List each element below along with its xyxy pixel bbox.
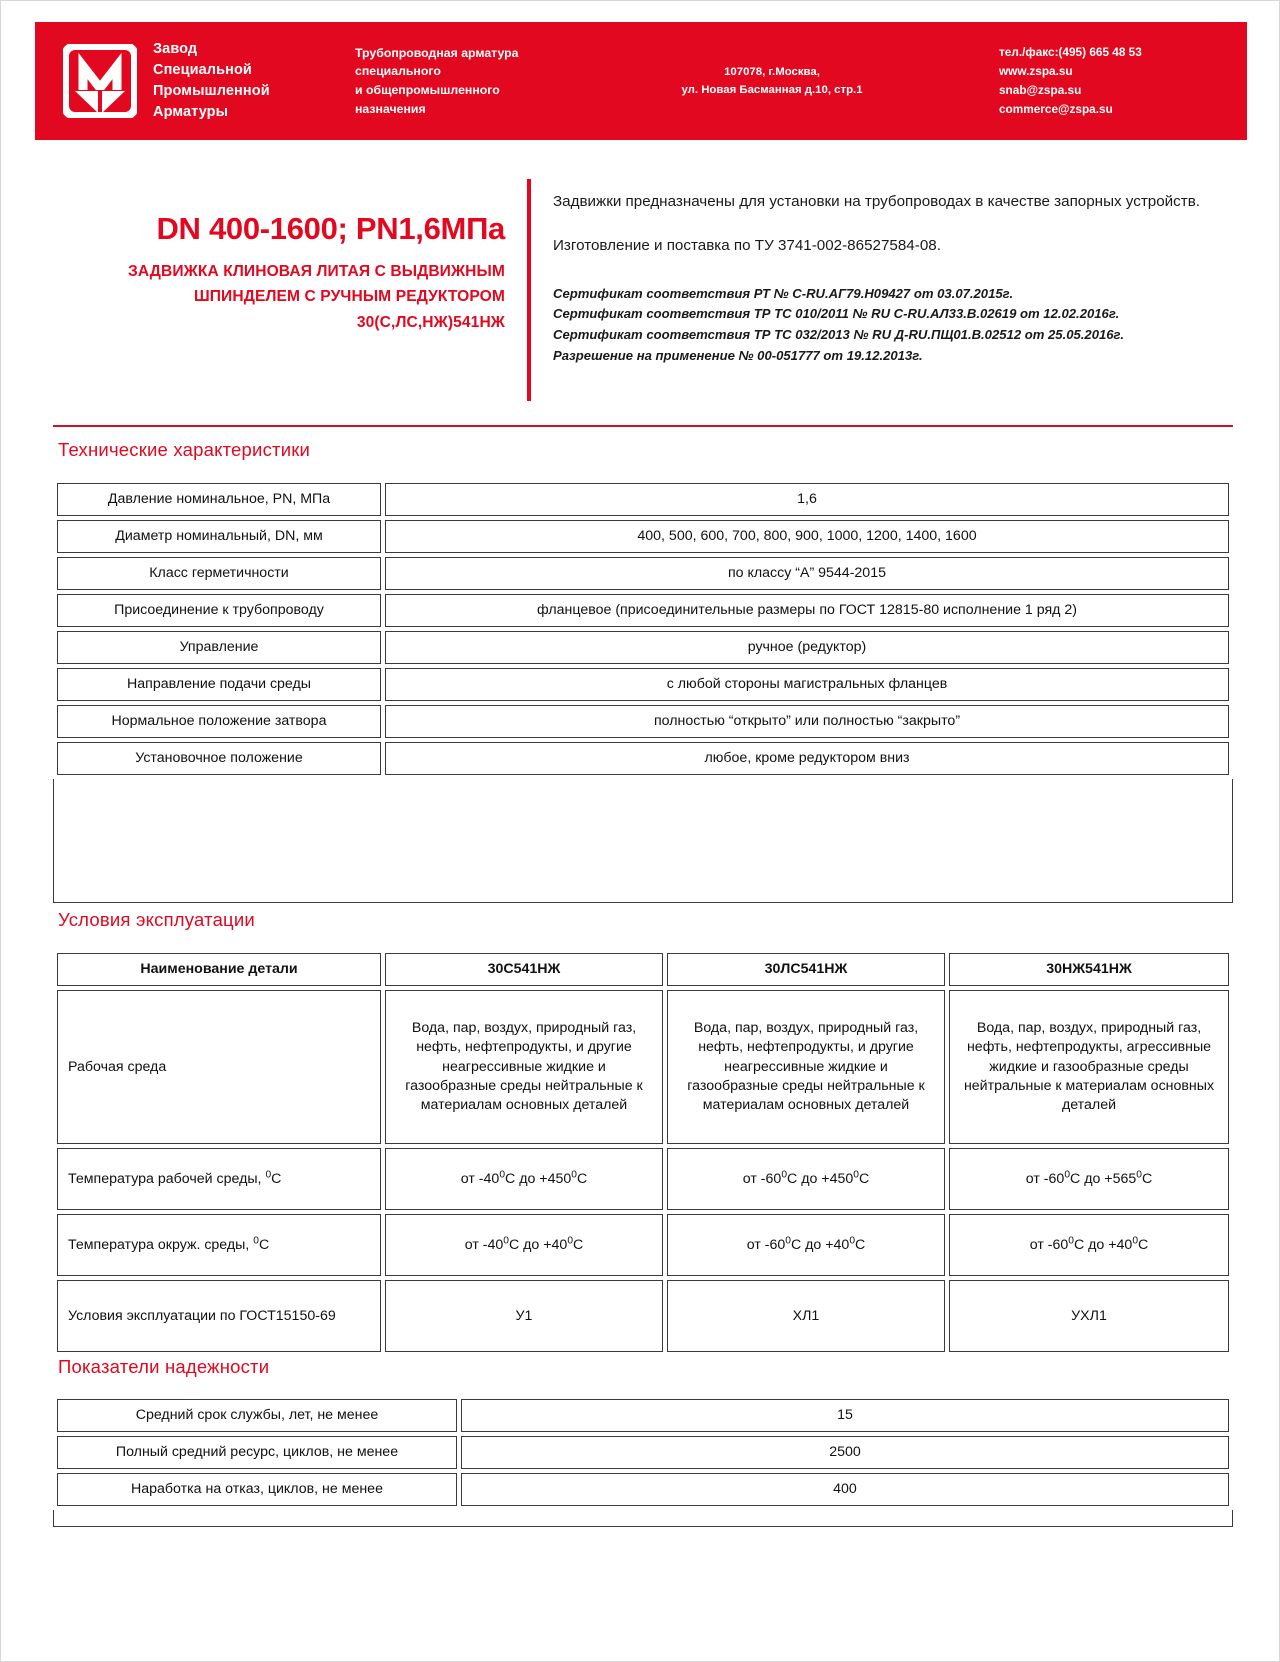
manufacture-text: Изготовление и поставка по ТУ 3741-002-86527584-08. bbox=[553, 237, 941, 255]
spec-label: Присоединение к трубопроводу bbox=[57, 594, 381, 627]
condition-value: от $-60^0С$ до $+40^0С$ bbox=[667, 1214, 945, 1276]
contact-phone: тел./факс:(495) 665 48 53 bbox=[999, 44, 1142, 59]
specs-table bbox=[53, 479, 1233, 779]
spec-value: фланцевое (присоединительные размеры по ГОСТ 12815-80 исполнение 1 ряд 2) bbox=[385, 594, 1229, 627]
product-subtitle-line-3: 30(С,ЛС,НЖ)541НЖ bbox=[356, 313, 505, 331]
spec-label: Класс герметичности bbox=[57, 557, 381, 590]
company-tagline bbox=[345, 44, 605, 119]
conditions-table bbox=[53, 949, 1233, 1356]
product-title-block bbox=[35, 169, 527, 409]
spec-label: Давление номинальное, PN, МПа bbox=[57, 483, 381, 516]
condition-value: от $-40^0С$ до $+450^0С$ bbox=[385, 1148, 663, 1210]
table-row bbox=[57, 557, 1229, 590]
table-row bbox=[57, 483, 1229, 516]
table-row bbox=[57, 742, 1229, 775]
address-line-1: 107078, г.Москва, bbox=[724, 65, 820, 78]
company-name bbox=[153, 39, 270, 123]
purpose-text: Задвижки предназначены для установки на трубопроводах в качестве запорных устройств. bbox=[553, 193, 1200, 210]
spec-label: Диаметр номинальный, DN, мм bbox=[57, 520, 381, 553]
company-logo bbox=[35, 22, 345, 140]
product-subtitle-line-2: ШПИНДЕЛЕМ С РУЧНЫМ РЕДУКТОРОМ bbox=[193, 288, 505, 306]
intro-section bbox=[35, 169, 1247, 409]
contact-website[interactable]: www.zspa.su bbox=[999, 63, 1073, 78]
specs-section-rule bbox=[53, 425, 1233, 427]
condition-value: от $-60^0С$ до $+565^0С$ bbox=[949, 1148, 1229, 1210]
contact-email-commerce[interactable]: commerce@zspa.su bbox=[999, 102, 1113, 117]
address-line-2: ул. Новая Басманная д.10, стр.1 bbox=[681, 84, 863, 96]
table-row bbox=[57, 1473, 1229, 1506]
page-title: DN 400-1600; PN1,6МПа bbox=[156, 211, 505, 246]
table-row bbox=[57, 1214, 1229, 1276]
spec-value: 1,6 bbox=[385, 483, 1229, 516]
condition-value: от $-60^0С$ до $+40^0С$ bbox=[949, 1214, 1229, 1276]
reliability-label: Полный средний ресурс, циклов, не менее bbox=[57, 1436, 457, 1469]
spec-label: Направление подачи среды bbox=[57, 668, 381, 701]
condition-label: Температура окруж. среды, $^0$С bbox=[57, 1214, 381, 1276]
reliability-label: Наработка на отказ, циклов, не менее bbox=[57, 1473, 457, 1506]
spec-value: ручное (редуктор) bbox=[385, 631, 1229, 664]
reliability-value: 400 bbox=[461, 1473, 1229, 1506]
logo-line-2: Специальной bbox=[153, 62, 252, 79]
logo-line-1: Завод bbox=[153, 41, 198, 58]
condition-value: от $-60^0С$ до $+450^0С$ bbox=[667, 1148, 945, 1210]
reliability-label: Средний срок службы, лет, не менее bbox=[57, 1399, 457, 1432]
column-header-part: Наименование детали bbox=[57, 953, 381, 986]
tagline-line-4: назначения bbox=[355, 101, 426, 116]
spec-value: полностью “открыто” или полностью “закрыто” bbox=[385, 705, 1229, 738]
tagline-line-1: Трубопроводная арматура bbox=[355, 45, 519, 60]
condition-value: Вода, пар, воздух, природный газ, нефть, нефтепродукты, и другие неагрессивные жидкие и газообразные среды нейтральные к материалам основных деталей bbox=[667, 990, 945, 1144]
certificate-line: Разрешение на применение № 00-051777 от 19.12.2013г. bbox=[553, 347, 923, 363]
logo-line-3: Промышленной bbox=[153, 83, 270, 99]
spec-value: по классу “А” 9544-2015 bbox=[385, 557, 1229, 590]
condition-label: Температура рабочей среды, $^0$С bbox=[57, 1148, 381, 1210]
certificate-line: Сертификат соответствия ТР ТС 010/2011 № RU C-RU.АЛ33.В.02619 от 12.02.2016г. bbox=[553, 306, 1120, 322]
company-address bbox=[605, 63, 999, 99]
product-subtitle-line-1: ЗАДВИЖКА КЛИНОВАЯ ЛИТАЯ С ВЫДВИЖНЫМ bbox=[127, 263, 505, 280]
table-row bbox=[57, 1436, 1229, 1469]
spec-value: 400, 500, 600, 700, 800, 900, 1000, 1200, 1400, 1600 bbox=[385, 520, 1229, 553]
spec-label: Управление bbox=[57, 631, 381, 664]
condition-value: Вода, пар, воздух, природный газ, нефть, нефтепродукты, агрессивные жидкие и газообразные среды нейтральные к материалам основных деталей bbox=[949, 990, 1229, 1144]
table-row bbox=[57, 668, 1229, 701]
spec-value: с любой стороны магистральных фланцев bbox=[385, 668, 1229, 701]
column-header-30ls541nzh: 30ЛС541НЖ bbox=[667, 953, 945, 986]
reliability-value: 2500 bbox=[461, 1436, 1229, 1469]
column-header-30nzh541nzh: 30НЖ541НЖ bbox=[949, 953, 1229, 986]
table-row bbox=[57, 631, 1229, 664]
table-row bbox=[57, 990, 1229, 1144]
column-header-30s541nzh: 30С541НЖ bbox=[385, 953, 663, 986]
specs-section-title: Технические характеристики bbox=[58, 439, 311, 460]
reliability-table bbox=[53, 1395, 1233, 1510]
spec-value: любое, кроме редуктором вниз bbox=[385, 742, 1229, 775]
condition-label: Условия эксплуатации по ГОСТ15150-69 bbox=[57, 1280, 381, 1352]
condition-value: У1 bbox=[385, 1280, 663, 1352]
company-contacts bbox=[999, 43, 1247, 119]
table-row bbox=[57, 520, 1229, 553]
condition-label: Рабочая среда bbox=[57, 990, 381, 1144]
condition-value: от $-40^0С$ до $+40^0С$ bbox=[385, 1214, 663, 1276]
table-row bbox=[57, 594, 1229, 627]
table-row bbox=[57, 705, 1229, 738]
condition-value: УХЛ1 bbox=[949, 1280, 1229, 1352]
logo-line-4: Арматуры bbox=[153, 103, 229, 120]
table-header-row bbox=[57, 953, 1229, 986]
table-row bbox=[57, 1148, 1229, 1210]
page-header bbox=[35, 22, 1247, 140]
product-subtitle bbox=[35, 259, 505, 335]
table-row bbox=[57, 1280, 1229, 1352]
zspa-logo-icon bbox=[63, 44, 137, 118]
reliability-value: 15 bbox=[461, 1399, 1229, 1432]
certificate-line: Сертификат соответствия РТ № C-RU.АГ79.Н09427 от 03.07.2015г. bbox=[553, 285, 1014, 301]
spec-label: Установочное положение bbox=[57, 742, 381, 775]
spec-label: Нормальное положение затвора bbox=[57, 705, 381, 738]
tagline-line-3: и общепромышленного bbox=[355, 83, 500, 97]
certificate-line: Сертификат соответствия ТР ТС 032/2013 № RU Д-RU.ПЩ01.В.02512 от 25.05.2016г. bbox=[553, 327, 1124, 343]
certificates-list bbox=[553, 284, 1247, 367]
condition-value: ХЛ1 bbox=[667, 1280, 945, 1352]
tagline-line-2: специального bbox=[355, 64, 441, 79]
condition-value: Вода, пар, воздух, природный газ, нефть, нефтепродукты, и другие неагрессивные жидкие и газообразные среды нейтральные к материалам основных деталей bbox=[385, 990, 663, 1144]
product-description-block bbox=[531, 169, 1247, 409]
contact-email-snab[interactable]: snab@zspa.su bbox=[999, 83, 1082, 97]
conditions-section-title: Условия эксплуатации bbox=[58, 909, 255, 930]
reliability-section-title: Показатели надежности bbox=[58, 1356, 270, 1377]
table-row bbox=[57, 1399, 1229, 1432]
